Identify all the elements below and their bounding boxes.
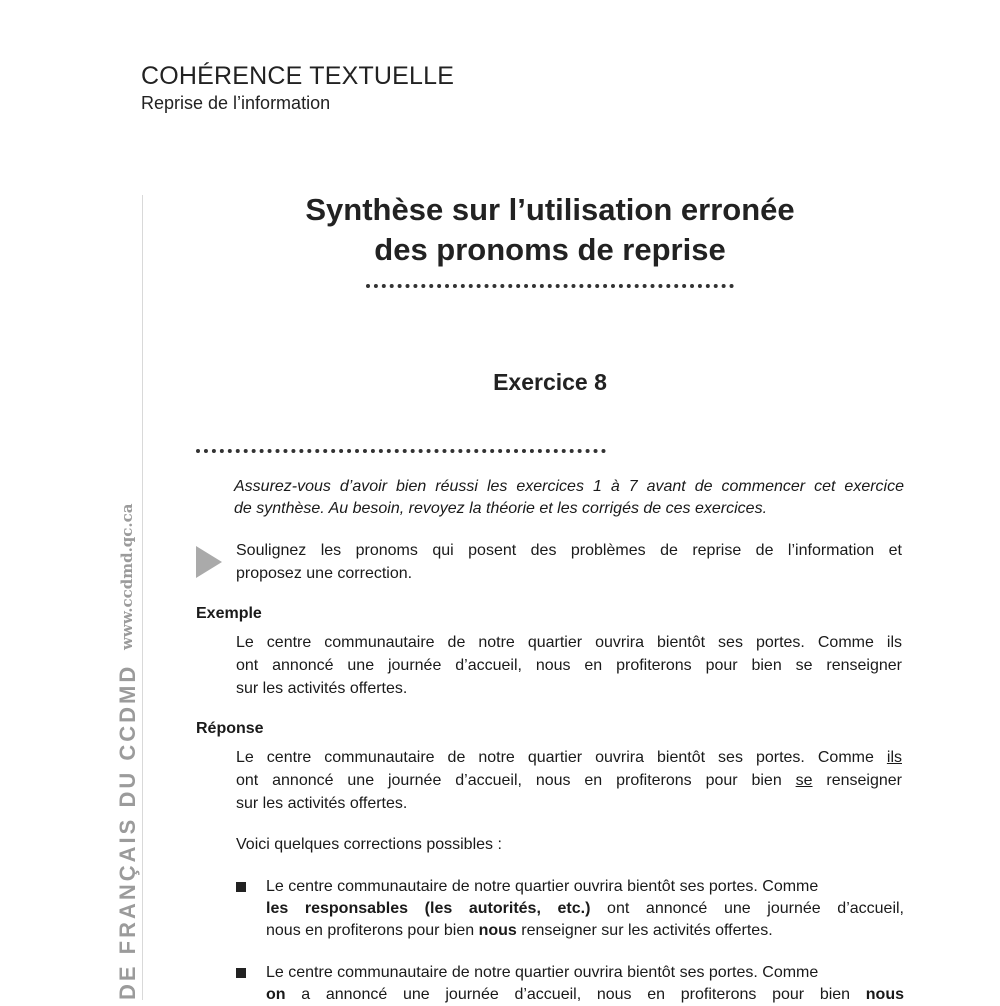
intro-line-2: de synthèse. Au besoin, revoyez la théorie et les corrigés de ces exercices. [234,500,768,517]
corrections-intro: Voici quelques corrections possibles : [236,836,502,853]
answer-line-2-text: ont annoncé une journée d’accueil, nous en profiterons pour bien [236,772,796,789]
correction-1-line-1: Le centre communautaire de notre quartier ouvrira bientôt ses portes. Comme [266,878,819,895]
correction-1-line-2-rest: ont annoncé une journée d’accueil, [590,900,904,917]
section-subtitle: Reprise de l’information [141,93,331,113]
side-band [112,500,142,1000]
answer-line-3: sur les activités offertes. [236,795,408,812]
correction-1-bold: les responsables (les autorités, etc.) [266,900,591,917]
correction-2-line-1: Le centre communautaire de notre quartier ouvrira bientôt ses portes. Comme [266,964,819,981]
correction-1-line-3 [266,920,904,942]
correction-2-bold-2: nous [865,986,904,1003]
answer-line-2-end: renseigner [812,772,903,789]
bullet-square-icon-2 [236,968,246,978]
answer-line-1 [236,746,902,769]
correction-2-line-2-rest: a annoncé une journée d’accueil, nous en profiterons pour bien [285,986,866,1003]
instruction-line-2: proposez une correction. [236,565,413,582]
page-title [250,190,850,270]
bullet-square-icon [236,882,246,892]
example-text [236,631,902,700]
side-url: www.ccdmd.qc.ca [118,503,136,650]
correction-item-2 [266,962,904,1006]
answer-label: Réponse [196,720,264,737]
instruction-line-1: Soulignez les pronoms qui posent des problèmes de reprise de l’information et [236,542,902,559]
correction-2-line-2 [266,984,904,1006]
correction-2-bold: on [266,986,286,1003]
underlined-pronoun: ils [886,749,902,766]
exercise-heading: Exercice 8 [493,369,607,395]
answer-text [236,746,902,815]
side-publisher: DE FRANÇAIS DU CCDMD [115,663,140,1000]
section-title: COHÉRENCE TEXTUELLE [141,62,455,90]
play-arrow-icon [196,546,222,578]
intro-line-1: Assurez-vous d’avoir bien réussi les exercices 1 à 7 avant de commencer cet exercice [234,478,904,495]
dotted-divider [366,284,734,288]
title-line-1: Synthèse sur l’utilisation erronée [305,192,795,227]
underlined-pronoun-2: se [795,772,813,789]
title-line-2: des pronoms de reprise [374,232,726,267]
example-line-3: sur les activités offertes. [236,680,408,697]
correction-1-line-3-a: nous en profiterons pour bien [266,922,479,939]
intro-note [234,476,904,520]
example-line-1: Le centre communautaire de notre quartier ouvrira bientôt ses portes. Comme ils [236,634,902,651]
correction-item-1 [266,876,904,942]
instruction [236,539,902,585]
correction-1-line-2 [266,898,904,920]
example-line-2: ont annoncé une journée d’accueil, nous en profiterons pour bien se renseigner [236,657,902,674]
correction-1-line-3-b: renseigner sur les activités offertes. [516,922,773,939]
dotted-divider-2 [196,449,606,453]
correction-1-bold-2: nous [478,922,517,939]
example-label: Exemple [196,605,262,622]
answer-line-1-text: Le centre communautaire de notre quartier ouvrira bientôt ses portes. Comme [236,749,887,766]
margin-rule [142,195,143,1000]
answer-line-2 [236,769,902,792]
